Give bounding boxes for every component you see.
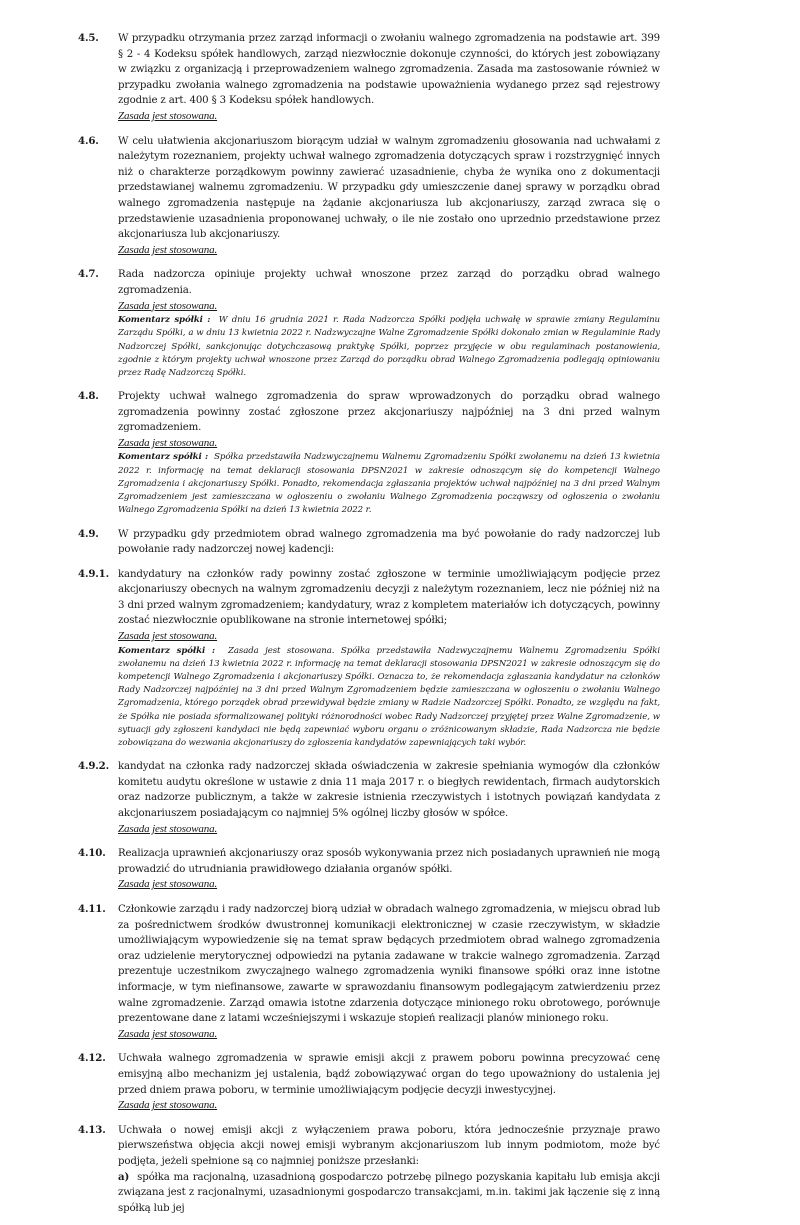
principle-number: 4.7. bbox=[78, 268, 99, 281]
condition-text: spółka ma racjonalną, uzasadnioną gospodarczo potrzebę pilnego pozyskania kapitału lub emisja akcji związana jest z racjonalnymi, uzasadnionymi gospodarczo transakcjami, m.in. takimi jak łączenie się z inną spółką lub jej bbox=[118, 1171, 660, 1214]
principle-number: 4.11. bbox=[78, 903, 106, 916]
condition-a bbox=[118, 1170, 660, 1217]
principle-text: Uchwała o nowej emisji akcji z wyłączeniem prawa poboru, która jednocześnie przyznaje prawo pierwszeństwa objęcia akcji nowej emisji wybranym akcjonariuszom lub innym podmiotom, może być podjęta, jeżeli spełnione są co najmniej poniższe przesłanki: bbox=[118, 1124, 660, 1167]
company-comment bbox=[118, 451, 660, 517]
status-text: Zasada jest stosowana. bbox=[118, 1027, 218, 1040]
status-text: Zasada jest stosowana. bbox=[118, 1099, 218, 1112]
status-text: Zasada jest stosowana. bbox=[118, 436, 218, 449]
principle-number: 4.8. bbox=[78, 390, 99, 403]
principle-text: Realizacja uprawnień akcjonariuszy oraz sposób wykonywania przez nich posiadanych uprawnień nie mogą prowadzić do utrudniania prawidłowego działania organów spółki. bbox=[118, 848, 660, 875]
comment-label: Komentarz spółki : bbox=[118, 645, 215, 656]
principle-number: 4.13. bbox=[78, 1123, 106, 1136]
status-text: Zasada jest stosowana. bbox=[118, 630, 218, 643]
principle-number: 4.5. bbox=[78, 32, 99, 44]
company-comment bbox=[118, 645, 660, 751]
principle-text: Uchwała walnego zgromadzenia w sprawie emisji akcji z prawem poboru powinna precyzować cenę emisyjną albo mechanizm jej ustalenia, bądź zobowiązywać organ do tego upoważniony do ustalenia jej przed dniem prawa poboru, w terminie umożliwiającym podjęcie decyzji inwestycyjnej. bbox=[118, 1053, 660, 1096]
principle-text: kandydatury na członków rady powinny zostać zgłoszone w terminie umożliwiającym podjęcie przez akcjonariuszy obecnych na walnym zgromadzeniu decyzji z należytym rozeznaniem, lecz nie później niż na 3 dni przed walnym zgromadzeniem; kandydatury, wraz z kompletem materiałów ich dotyczących, powinny zostać niezwłocznie opublikowane na stronie internetowej spółki; bbox=[118, 568, 660, 627]
principle-4-5 bbox=[78, 31, 660, 125]
principle-text: Rada nadzorcza opiniuje projekty uchwał wnoszone przez zarząd do porządku obrad walnego zgromadzenia. bbox=[118, 269, 660, 296]
status-text: Zasada jest stosowana. bbox=[118, 109, 218, 122]
principle-text: W przypadku gdy przedmiotem obrad walnego zgromadzenia ma być powołanie do rady nadzorczej lub powołanie rady nadzorczej nowej kadencji: bbox=[118, 528, 660, 556]
principle-text: W celu ułatwienia akcjonariuszom biorącym udział w walnym zgromadzeniu głosowania nad uchwałami z należytym rozeznaniem, projekty uchwał walnego zgromadzenia dotyczących spraw i rozstrzygnięć innych niż o charakterze porządkowym powinny zawierać uzasadnienie, chyba że wynika ono z dokumentacji przedstawianej walnemu zgromadzeniu. W przypadku gdy umieszczenie danej sprawy w porządku obrad walnego zgromadzenia następuje na żądanie akcjonariusza lub akcjonariuszy, zarząd zwraca się o przedstawienie uzasadnienia proponowanej uchwały, o ile nie zostało ono uprzednio przedstawione przez akcjonariusza lub akcjonariuszy. bbox=[118, 135, 660, 241]
comment-label: Komentarz spółki : bbox=[118, 452, 209, 463]
document-page bbox=[78, 31, 660, 1225]
principle-number: 4.10. bbox=[78, 847, 106, 860]
comment-text: W dniu 16 grudnia 2021 r. Rada Nadzorcza Spółki podjęła uchwałę w sprawie zmiany Regulaminu Zarządu Spółki, a w dniu 13 kwietnia 2022 r. Nadzwyczajne Walne Zgromadzenie Spółki dokonało zmian w Regulaminie Rady Nadzorczej Spółki, sankcjonując dotychczasową praktykę Spółki, poprzez przyjęcie w obu regulaminach postanowienia, zgodnie z którym projekty uchwał wnoszone przez Zarząd do porządku obrad Walnego Zgromadzenia podlegają opiniowaniu przez Radę Nadzorczą Spółki. bbox=[118, 315, 660, 378]
company-comment bbox=[118, 314, 660, 380]
principle-number: 4.12. bbox=[78, 1052, 106, 1065]
principle-text: Projekty uchwał walnego zgromadzenia do spraw wprowadzonych do porządku obrad walnego zgromadzenia powinny zostać zgłoszone przez akcjonariuszy najpóźniej na 3 dni przed walnym zgromadzeniem. bbox=[118, 391, 660, 434]
principle-4-11 bbox=[78, 902, 660, 1042]
principle-number: 4.9.1. bbox=[78, 567, 110, 580]
principle-4-6 bbox=[78, 134, 660, 259]
principle-4-13 bbox=[78, 1123, 660, 1217]
comment-text: Spółka przedstawiła Nadzwyczajnemu Walnemu Zgromadzeniu Spółki zwołanemu na dzień 13 kwietnia 2022 r. informację na temat deklaracji stosowania DPSN2021 w zakresie odnoszącym się do kompetencji Walnego Zgromadzenia i akcjonariuszy Spółki. Ponadto, rekomendacja zgłaszania projektów uchwał najpóźniej na 3 dni przed Walnym Zgromadzeniem jest zamieszczana w ogłoszeniu o zwołaniu Walnego Zgromadzenia począwszy od ogłoszenia o zwołaniu Walnego Zgromadzenia Spółki na dzień 13 kwietnia 2022 r. bbox=[118, 452, 660, 516]
principle-4-9 bbox=[78, 527, 660, 558]
principle-4-10 bbox=[78, 846, 660, 893]
principle-text: W przypadku otrzymania przez zarząd informacji o zwołaniu walnego zgromadzenia na podstawie art. 399 § 2 - 4 Kodeksu spółek handlowych, zarząd niezwłocznie dokonuje czynności, do których jest zobowiązany w związku z organizacją i przeprowadzeniem walnego zgromadzenia. Zasada ma zastosowanie również w przypadku zwołania walnego zgromadzenia na podstawie upoważnienia wydanego przez sąd rejestrowy zgodnie z art. 400 § 3 Kodeksu spółek handlowych. bbox=[118, 33, 660, 107]
principle-4-9-1 bbox=[78, 567, 660, 751]
principle-4-12 bbox=[78, 1051, 660, 1113]
principle-4-7 bbox=[78, 267, 660, 380]
principle-number: 4.6. bbox=[78, 134, 99, 147]
condition-letter: a) bbox=[118, 1170, 130, 1183]
principle-4-8 bbox=[78, 389, 660, 517]
principle-text: Członkowie zarządu i rady nadzorczej biorą udział w obradach walnego zgromadzenia, w miejscu obrad lub za pośrednictwem środków dwustronnej komunikacji elektronicznej w czasie rzeczywistym, w składzie umożliwiającym wypowiedzenie się na temat spraw będących przedmiotem obrad walnego zgromadzenia oraz udzielenie merytorycznej odpowiedzi na pytania zadawane w trakcie walnego zgromadzenia. Zarząd prezentuje uczestnikom zwyczajnego walnego zgromadzenia wyniki finansowe spółki oraz inne istotne informacje, w tym niefinansowe, zawarte w sprawozdaniu finansowym podlegającym zatwierdzeniu przez walne zgromadzenie. Zarząd omawia istotne zdarzenia dotyczące minionego roku obrotowego, porównuje prezentowane dane z latami wcześniejszymi i wskazuje stopień realizacji planów minionego roku. bbox=[118, 904, 660, 1025]
status-text: Zasada jest stosowana. bbox=[118, 822, 218, 835]
principle-number: 4.9.2. bbox=[78, 760, 110, 773]
comment-text: Zasada jest stosowana. Spółka przedstawiła Nadzwyczajnemu Walnemu Zgromadzeniu Spółki zwołanemu na dzień 13 kwietnia 2022 r. informację na temat deklaracji stosowania DPSN2021 w zakresie odnoszącym się do kompetencji Walnego Zgromadzenia i akcjonariuszy Spółki. Oznacza to, że rekomendacja zgłaszania kandydatur na członków Rady Nadzorczej najpóźniej na 3 dni przed Walnym Zgromadzeniem będzie zamieszczana w ogłoszeniu o zwołaniu Walnego Zgromadzenia, którego porządek obrad przewidywał będzie zmiany w Radzie Nadzorczej Spółki. Ponadto, ze względu na fakt, że Spółka nie posiada sformalizowanej polityki różnorodności wobec Rady Nadzorczej przyjętej przez Walne Zgromadzenie, w sytuacji gdy zgłoszeni kandydaci nie będą zapewniać wyboru organu o zróżnicowanym składzie, Rada Nadzorcza nie będzie zobowiązana do wezwania akcjonariuszy do zgłoszenia kandydatów zapewniających taki wybór. bbox=[118, 645, 660, 749]
status-text: Zasada jest stosowana. bbox=[118, 878, 218, 891]
status-text: Zasada jest stosowana. bbox=[118, 243, 218, 256]
comment-label: Komentarz spółki : bbox=[118, 315, 211, 326]
status-text: Zasada jest stosowana. bbox=[118, 299, 218, 312]
principle-text: kandydat na członka rady nadzorczej składa oświadczenia w zakresie spełniania wymogów dla członków komitetu audytu określone w ustawie z dnia 11 maja 2017 r. o biegłych rewidentach, firmach audytorskich oraz nadzorze publicznym, a także w zakresie istnienia rzeczywistych i istotnych powiązań kandydata z akcjonariuszem posiadającym co najmniej 5% ogólnej liczby głosów w spółce. bbox=[118, 761, 660, 820]
principle-4-9-2 bbox=[78, 759, 660, 837]
principle-number: 4.9. bbox=[78, 527, 99, 540]
